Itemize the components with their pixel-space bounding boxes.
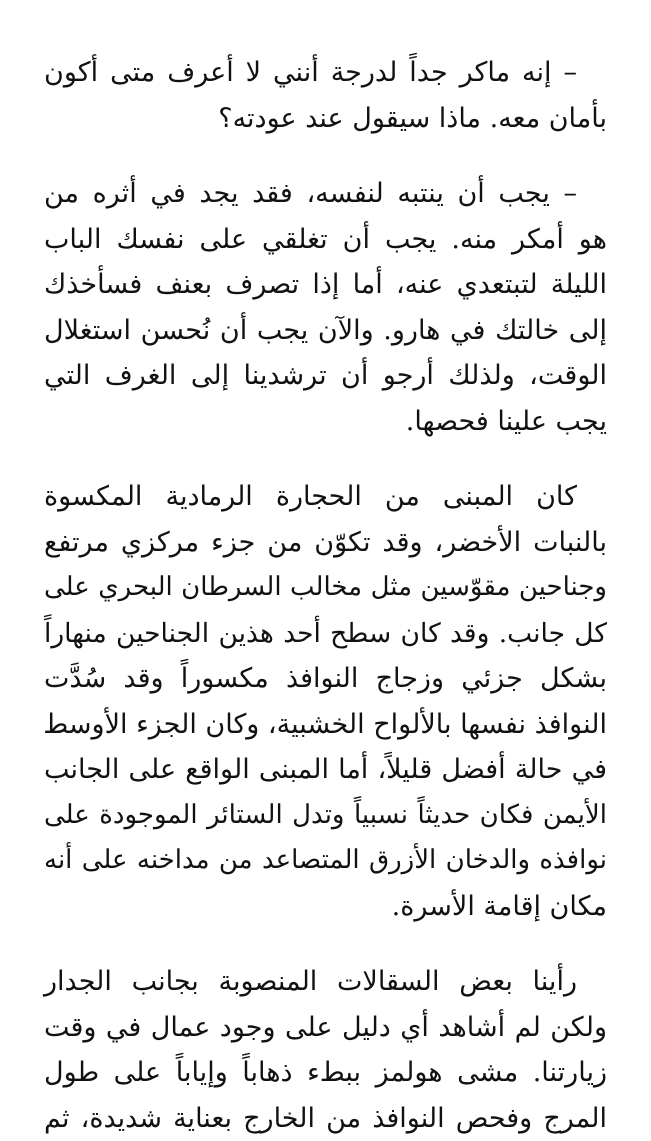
text-line: رأينا بعض السقالات المنصوبة بجانب الجدار [44,959,607,1005]
text-line: النوافذ نفسها بالألواح الخشبية، وكان الجزء الأوسط [44,702,607,748]
text-line: المرج وفحص النوافذ من الخارج بعناية شديدة، ثم [44,1096,607,1141]
text-line: الليلة لتبتعدي عنه، أما إذا تصرف بعنف فسأخذك [44,262,607,308]
text-line: مكان إقامة الأسرة. [44,884,607,930]
text-line: بشكل جزئي وزجاج النوافذ مكسوراً وقد سُدَّت [44,656,607,702]
text-line: هو أمكر منه. يجب أن تغلقي على نفسك الباب [44,217,607,263]
text-line: بالنبات الأخضر، وقد تكوّن من جزء مركزي مرتفع [44,520,607,566]
text-line: يجب علينا فحصها. [44,399,607,445]
paragraph-dialogue-1 [44,50,607,141]
text-line: – إنه ماكر جداً لدرجة أنني لا أعرف متى أكون [44,50,607,96]
text-line: وجناحين مقوّسين مثل مخالب السرطان البحري على [44,565,607,611]
text-line: – يجب أن ينتبه لنفسه، فقد يجد في أثره من [44,171,607,217]
text-line: إلى خالتك في هارو. والآن يجب أن نُحسن استغلال [44,308,607,354]
text-line: زيارتنا. مشى هولمز ببطء ذهاباً وإياباً على طول [44,1050,607,1096]
text-line: نوافذه والدخان الأزرق المتصاعد من مداخنه على أنه [44,838,607,884]
paragraph-dialogue-2 [44,171,607,444]
text-line: بأمان معه. ماذا سيقول عند عودته؟ [44,96,607,142]
text-line: كل جانب. وقد كان سطح أحد هذين الجناحين منهاراً [44,611,607,657]
text-line: الأيمن فكان حديثاً نسبياً وتدل الستائر الموجودة على [44,793,607,839]
paragraph-building-description [44,474,607,929]
text-line: كان المبنى من الحجارة الرمادية المكسوة [44,474,607,520]
paragraph-scaffolding [44,959,607,1141]
text-line: ولكن لم أشاهد أي دليل على وجود عمال في وقت [44,1005,607,1051]
text-line: الوقت، ولذلك أرجو أن ترشدينا إلى الغرف التي [44,353,607,399]
text-line: في حالة أفضل قليلاً، أما المبنى الواقع على الجانب [44,747,607,793]
